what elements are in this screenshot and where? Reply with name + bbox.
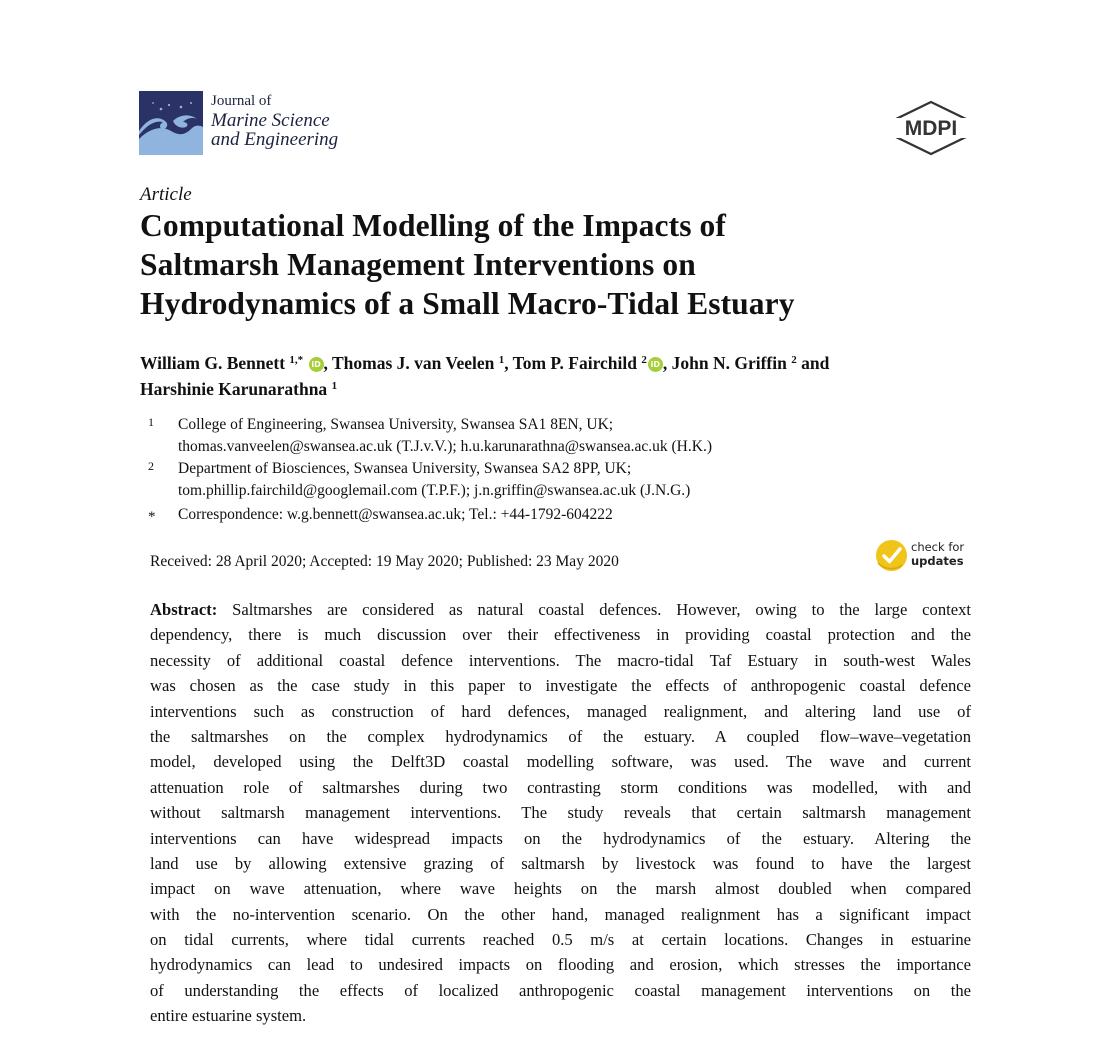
title-line: Hydrodynamics of a Small Macro-Tidal Estuary: [140, 286, 795, 321]
affiliation-text: Department of Biosciences, Swansea University, Swansea SA2 8PP, UK;: [178, 460, 632, 477]
abstract-line: entire estuarine system.: [150, 1006, 307, 1026]
mdpi-logo: [888, 100, 974, 156]
author-line-1: [140, 350, 970, 376]
title-line: Computational Modelling of the Impacts of: [140, 208, 726, 243]
author-affiliation-mark: 1,*: [289, 354, 304, 366]
abstract: [150, 597, 971, 1029]
check-for-updates-line1: check for: [911, 540, 965, 554]
paper-title: [140, 206, 970, 323]
affiliation-emails[interactable]: tom.phillip.fairchild@googlemail.com (T.P.F.); j.n.griffin@swansea.ac.uk (J.N.G.): [178, 482, 691, 499]
journal-wave-icon: [139, 91, 203, 155]
abstract-line: hydrodynamics can lead to undesired impacts on flooding and erosion, which stresses the importance: [150, 955, 971, 975]
author-line-2: [140, 376, 970, 402]
abstract-line: of understanding the effects of localized anthropogenic coastal management interventions on the: [150, 980, 971, 1000]
journal-name-line2: Marine Science: [211, 110, 330, 131]
author-name[interactable]: , Thomas J. van Veelen: [323, 353, 495, 373]
correspondence-mark: *: [148, 509, 156, 525]
abstract-line: [150, 597, 971, 622]
abstract-line: dependency, there is much discussion over their effectiveness in providing coastal protection and the: [150, 625, 971, 645]
abstract-line: on tidal currents, where tidal currents reached 0.5 m/s at certain locations. Changes in estuarine: [150, 930, 971, 950]
affiliation-mark: 2: [148, 459, 154, 473]
author-affiliation-mark: 2: [791, 354, 797, 366]
check-for-updates-icon[interactable]: [875, 539, 908, 572]
abstract-line: model, developed using the Delft3D coastal modelling software, was used. The wave and current: [150, 752, 971, 772]
journal-name-line1: Journal of: [211, 93, 272, 109]
title-line: Saltmarsh Management Interventions on: [140, 247, 696, 282]
abstract-text: Saltmarshes are considered as natural coastal defences. However, owing to the large context: [217, 600, 971, 619]
author-list: [140, 350, 970, 402]
author-conjunction: and: [796, 353, 830, 373]
journal-name-line3: and Engineering: [211, 129, 339, 150]
affiliation-mark: 1: [148, 415, 154, 429]
author-affiliation-mark: 1: [331, 380, 338, 392]
check-for-updates-label[interactable]: [911, 540, 964, 568]
affiliation-text: College of Engineering, Swansea University, Swansea SA1 8EN, UK;: [178, 416, 614, 433]
author-name[interactable]: Harshinie Karunarathna: [140, 379, 328, 399]
article-type: Article: [140, 184, 192, 205]
orcid-icon[interactable]: iD: [648, 357, 663, 372]
abstract-line: necessity of additional coastal defence interventions. The macro-tidal Taf Estuary in south-west Wales: [150, 650, 971, 670]
abstract-line: was chosen as the case study in this paper to investigate the effects of anthropogenic coastal defence: [150, 676, 971, 696]
author-affiliation-mark: 1: [498, 354, 505, 366]
author-name[interactable]: , Tom P. Fairchild: [504, 353, 637, 373]
abstract-line: without saltmarsh management interventions. The study reveals that certain saltmarsh management: [150, 803, 971, 823]
abstract-line: land use by allowing extensive grazing of saltmarsh by livestock was found to have the largest: [150, 853, 971, 873]
correspondence-text[interactable]: Correspondence: w.g.bennett@swansea.ac.uk; Tel.: +44-1792-604222: [178, 506, 613, 523]
abstract-label: Abstract:: [150, 600, 218, 619]
abstract-line: with the no-intervention scenario. On the other hand, managed realignment has a significant impact: [150, 904, 971, 924]
affiliation-emails[interactable]: thomas.vanveelen@swansea.ac.uk (T.J.v.V.); h.u.karunarathna@swansea.ac.uk (H.K.): [178, 438, 712, 455]
abstract-line: interventions can have widespread impacts on the hydrodynamics of the estuary. Altering the: [150, 828, 971, 848]
journal-logo: [139, 91, 203, 155]
mdpi-logo-text: MDPI: [904, 117, 958, 140]
publication-dates: Received: 28 April 2020; Accepted: 19 May 2020; Published: 23 May 2020: [150, 553, 619, 570]
author-name[interactable]: William G. Bennett: [140, 353, 286, 373]
abstract-line: impact on wave attenuation, where wave heights on the marsh almost doubled when compared: [150, 879, 971, 899]
author-name[interactable]: , John N. Griffin: [662, 353, 787, 373]
journal-name: [211, 92, 338, 149]
abstract-line: the saltmarshes on the complex hydrodynamics of the estuary. A coupled flow–wave–vegetation: [150, 726, 971, 746]
author-affiliation-mark: 2: [641, 354, 647, 366]
abstract-line: interventions such as construction of hard defences, managed realignment, and altering land use of: [150, 701, 971, 721]
abstract-line: attenuation role of saltmarshes during two contrasting storm conditions was modelled, with and: [150, 777, 971, 797]
orcid-icon[interactable]: iD: [309, 357, 324, 372]
check-for-updates-line2: updates: [911, 554, 964, 568]
